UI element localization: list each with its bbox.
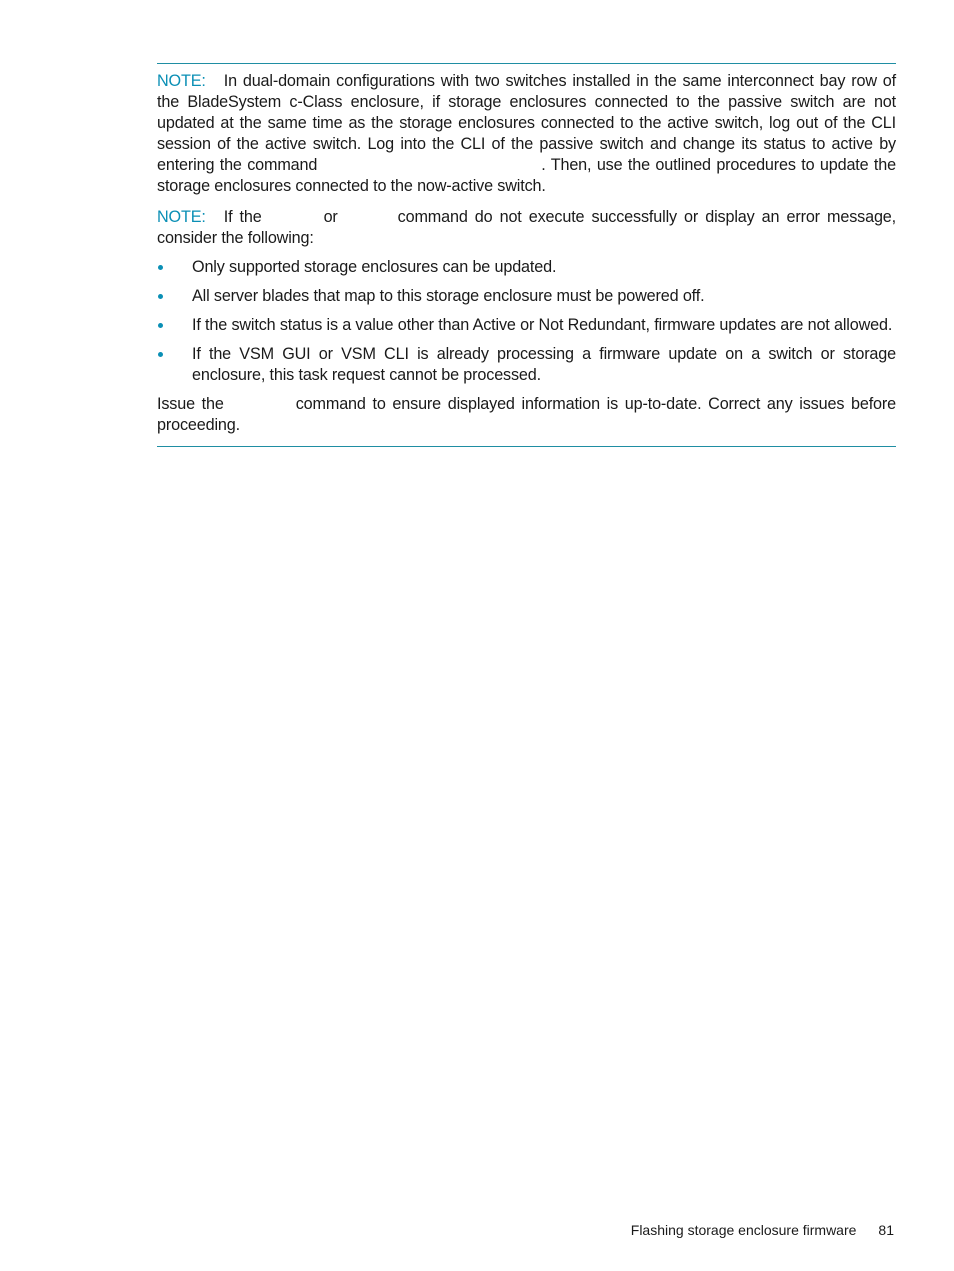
note-text-b: or — [323, 208, 338, 226]
bullet-icon — [158, 323, 163, 328]
issue-command-paragraph — [157, 394, 896, 436]
note-label: NOTE: — [157, 72, 206, 90]
considerations-list — [157, 257, 896, 386]
footer-section-title: Flashing storage enclosure firmware — [630, 1222, 857, 1238]
bullet-icon — [158, 352, 163, 357]
issue-text-after: command to ensure displayed information is up-to-date. Correct any issues before proceeding. — [157, 395, 896, 434]
list-item-text: If the switch status is a value other than Active or Not Redundant, firmware updates are not allowed. — [192, 316, 893, 334]
list-item — [157, 315, 896, 336]
list-item — [157, 344, 896, 386]
bullet-icon — [158, 294, 163, 299]
note-text-after: . Then, use the outlined procedures to update the storage enclosures connected to the now-active switch. — [157, 156, 896, 195]
note-dual-domain — [157, 71, 896, 197]
page-footer — [631, 1222, 894, 1238]
issue-text-before: Issue the — [157, 395, 224, 413]
notes-block — [157, 63, 896, 447]
bullet-icon — [158, 265, 163, 270]
note-text-before: In dual-domain configurations with two switches installed in the same interconnect bay row of the BladeSystem c-Class enclosure, if storage enclosures connected to the passive switch are not updated at the same time as the storage enclosures connected to the active switch, log out of the CLI session of the active switch. Log into the CLI of the passive switch and change its status to active by entering the command — [157, 72, 896, 174]
list-item — [157, 257, 896, 278]
list-item-text: If the VSM GUI or VSM CLI is already processing a firmware update on a switch or storage enclosure, this task request cannot be processed. — [192, 345, 896, 384]
note-text-c: command do not execute successfully or display an error message, consider the following: — [157, 208, 896, 247]
note-troubleshooting — [157, 207, 896, 249]
note-text-a: If the — [223, 208, 262, 226]
page-number: 81 — [878, 1222, 894, 1238]
list-item-text: Only supported storage enclosures can be updated. — [192, 258, 557, 276]
list-item — [157, 286, 896, 307]
note-label: NOTE: — [157, 208, 206, 226]
list-item-text: All server blades that map to this storage enclosure must be powered off. — [192, 287, 705, 305]
